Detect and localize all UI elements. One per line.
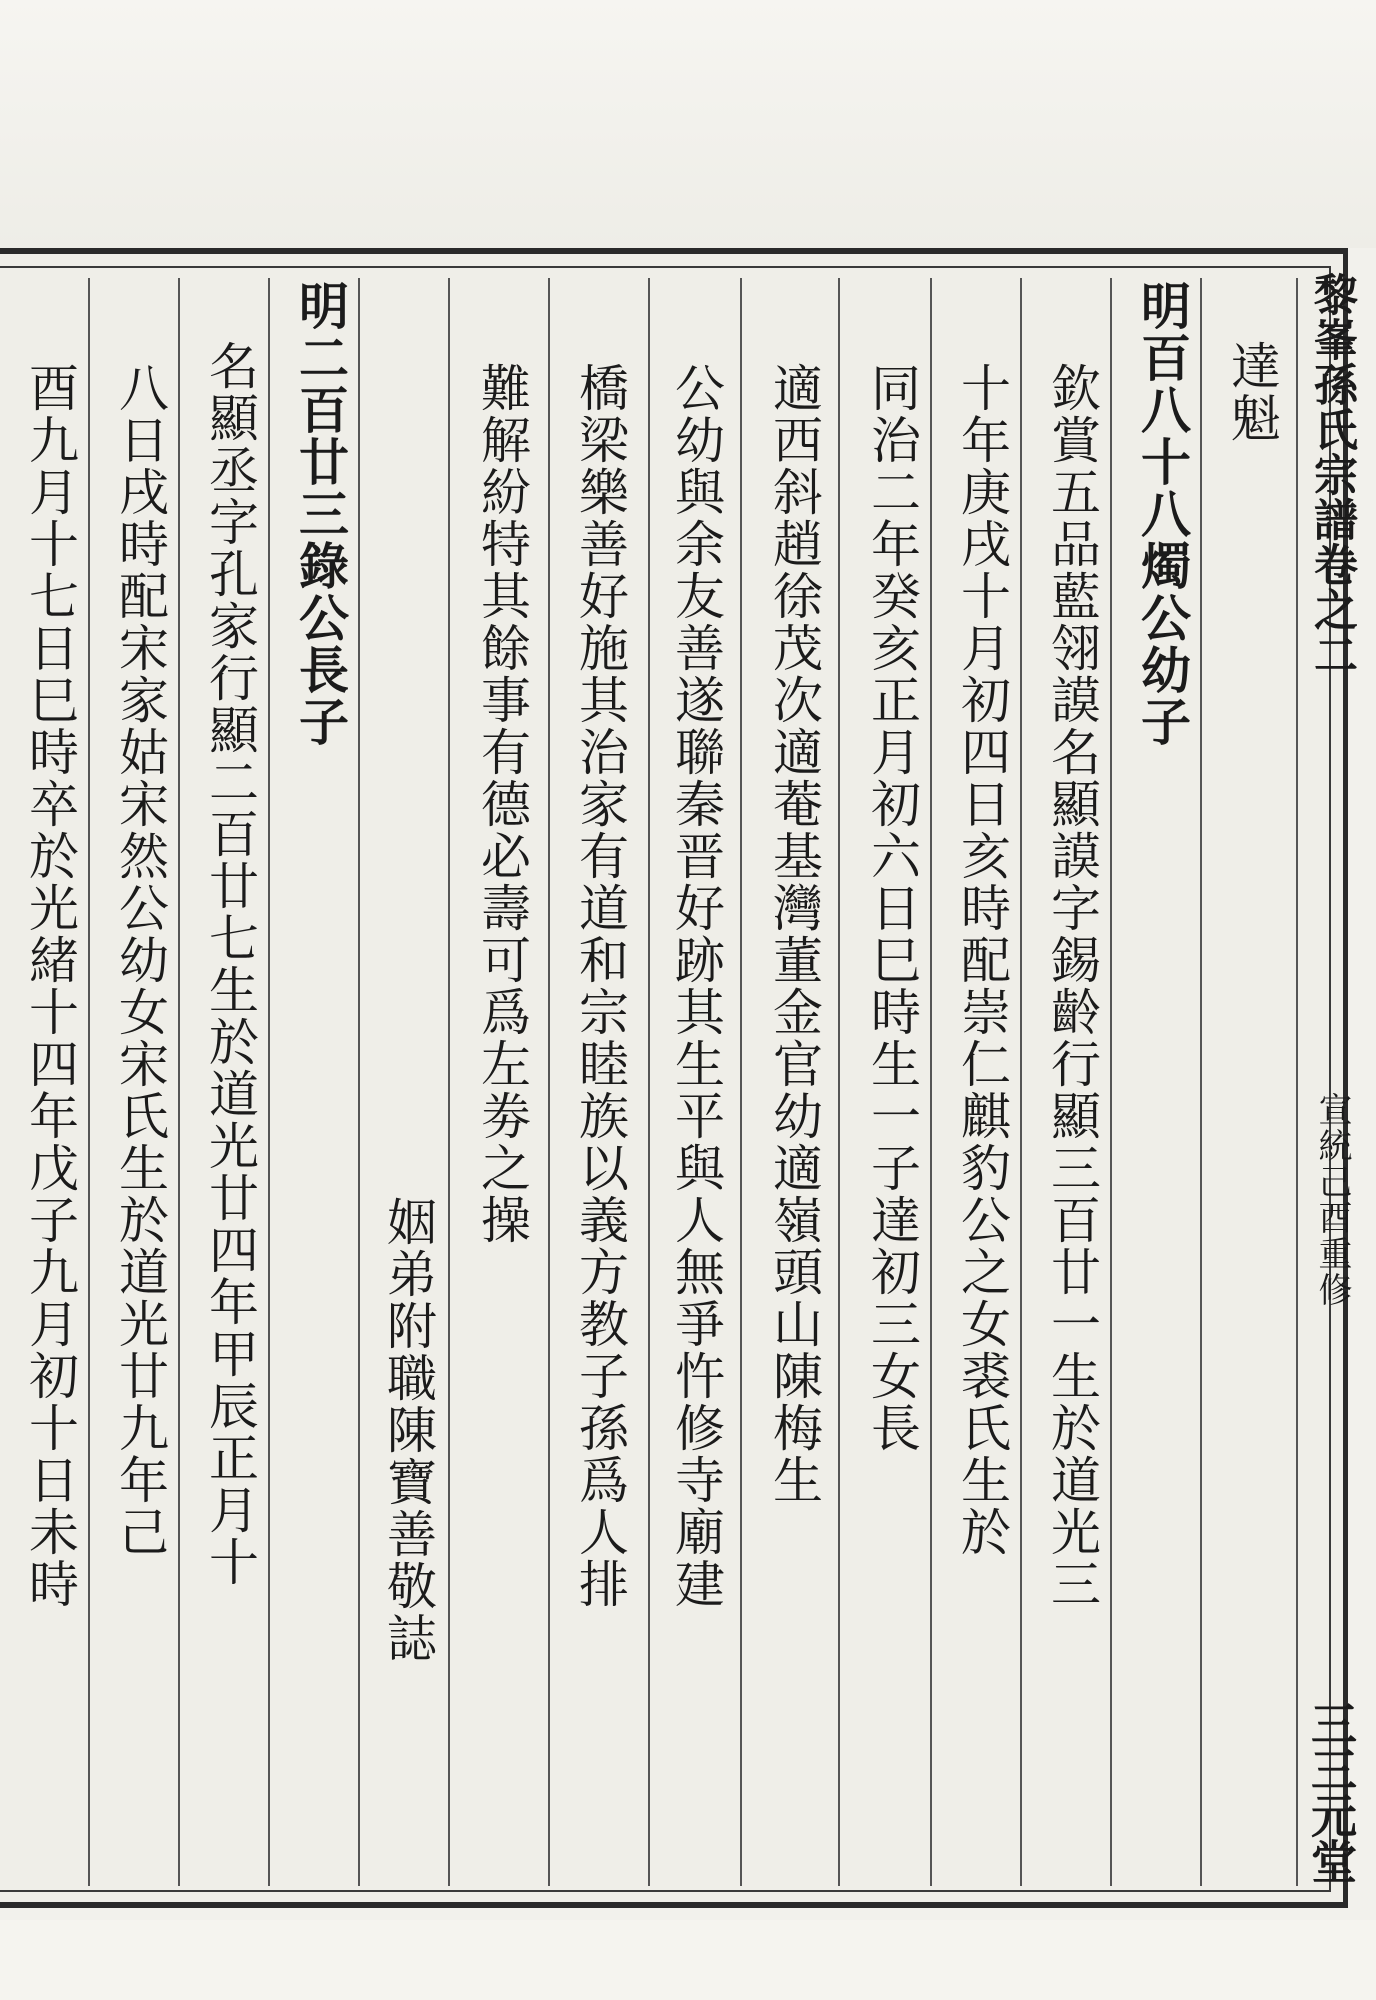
column-rule	[178, 278, 180, 1886]
column-rule	[548, 278, 550, 1886]
column-rule	[1110, 278, 1112, 1886]
column-rule	[930, 278, 932, 1886]
text-column-heading: 明百八十八燭公幼子	[1133, 280, 1192, 748]
text-column: 欽賞五品藍翎謨名顯謨字錫齡行顯三百廿一生於道光三	[1043, 362, 1101, 1610]
column-rule	[838, 278, 840, 1886]
column-rule	[648, 278, 650, 1886]
signature-column: 姻弟附職陳寶善敬誌	[379, 1196, 437, 1664]
text-column: 十年庚戌十月初四日亥時配崇仁麒豹公之女裘氏生於	[953, 362, 1011, 1558]
text-column: 公幼與余友善遂聯秦晋好跡其生平與人無爭忤修寺廟建	[667, 362, 725, 1610]
column-rule	[1200, 278, 1202, 1886]
edition-note: 宣統己酉重修	[1312, 1092, 1352, 1308]
text-column: 名顯丞字孔家行顯二百廿七生於道光廿四年甲辰正月十	[201, 340, 259, 1588]
text-column: 酉九月十七日巳時卒於光緒十四年戊子九月初十日未時	[21, 362, 79, 1610]
text-column: 同治二年癸亥正月初六日巳時生一子達初三女長	[863, 362, 921, 1454]
text-column-heading: 明二百廿三錄公長子	[291, 280, 350, 748]
column-rule	[1296, 278, 1298, 1886]
book-title: 黎峯孫氏宗譜卷之二	[1306, 272, 1357, 677]
page-bottom-margin	[0, 1920, 1376, 2000]
page-top-margin	[0, 0, 1376, 248]
text-column: 達魁	[1223, 340, 1281, 444]
column-rule	[358, 278, 360, 1886]
hall-name: 三三元堂	[1304, 1700, 1358, 1884]
column-rule	[1020, 278, 1022, 1886]
column-rule	[448, 278, 450, 1886]
column-rule	[268, 278, 270, 1886]
text-column: 適西斜趙徐茂次適菴基灣董金官幼適嶺頭山陳梅生	[765, 362, 823, 1506]
text-column: 八日戌時配宋家姑宋然公幼女宋氏生於道光廿九年己	[111, 362, 169, 1558]
column-rule	[740, 278, 742, 1886]
column-rule	[88, 278, 90, 1886]
text-column: 橋梁樂善好施其治家有道和宗睦族以義方教子孫爲人排	[571, 362, 629, 1610]
text-column: 難解紛特其餘事有德必壽可爲左劵之操	[473, 362, 531, 1246]
